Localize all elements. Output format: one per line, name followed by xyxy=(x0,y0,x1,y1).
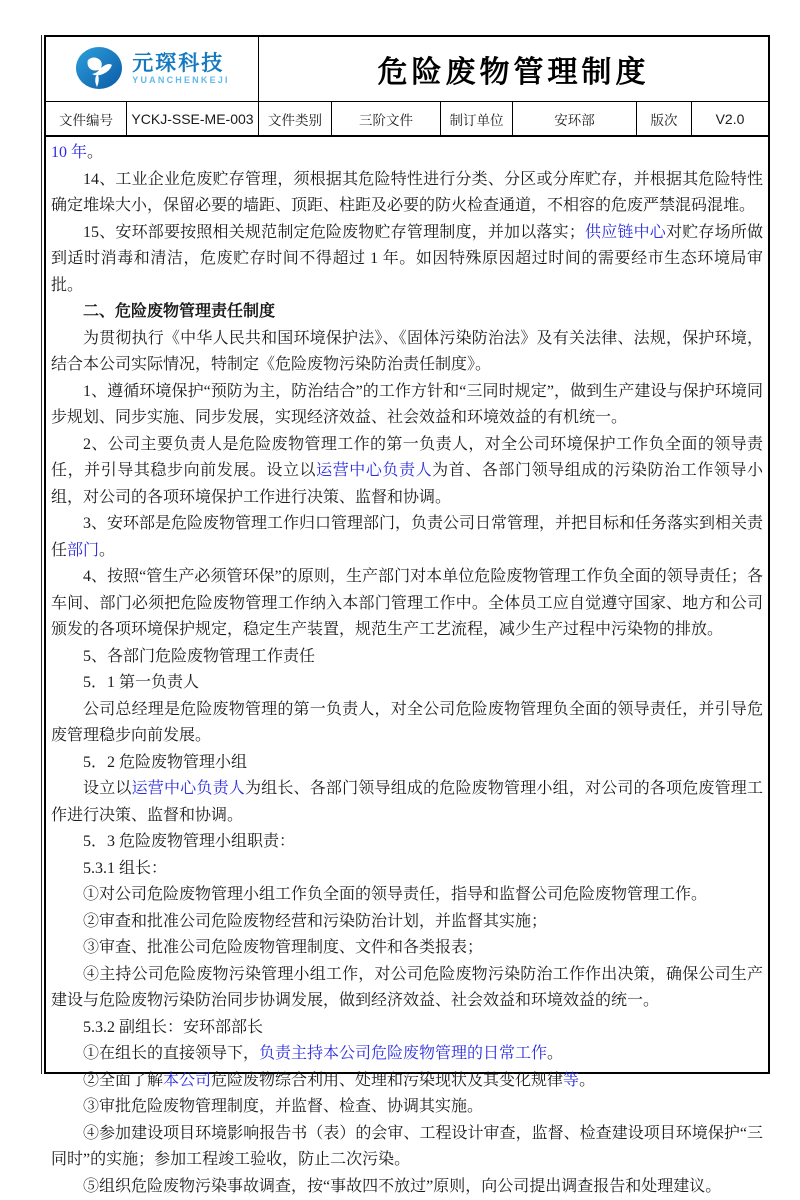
paragraph xyxy=(51,962,763,1015)
body-text: 为首、各部门领导组成的污染防治工作领导小组，对公司的各项环境保护工作进行决策、监督和协调。 xyxy=(51,462,763,506)
body-text: 5．2 危险废物管理小组 xyxy=(83,754,247,771)
logo-brand-en: YUANCHENKEJI xyxy=(132,76,229,85)
paragraph xyxy=(51,882,763,909)
company-logo xyxy=(46,37,259,101)
body-text: 二、危险废物管理责任制度 xyxy=(83,303,275,320)
paragraph xyxy=(51,1094,763,1121)
logo-text xyxy=(132,53,229,85)
body-text: ⑤组织危险废物污染事故调查，按“事故四不放过”原则，向公司提出调查报告和处理建议。 xyxy=(83,1178,721,1195)
paragraph xyxy=(51,167,763,220)
body-text: 15、安环部要按照相关规范制定危险废物贮存管理制度，并加以落实； xyxy=(83,224,585,241)
highlighted-text: 本公司 xyxy=(163,1072,211,1089)
body-text: 5．3 危险废物管理小组职责： xyxy=(83,833,295,850)
paragraph xyxy=(51,935,763,962)
body-text: ①在组长的直接领导下， xyxy=(83,1045,259,1062)
body-text: 2、公司主要负责人是危险废物管理工作的第一负责人，对全公司环境保护工作负全面的领导责任，并引导其稳步向前发展。设立以 xyxy=(51,436,763,480)
highlighted-text: 负责主持本公司危险废物管理的日常工作 xyxy=(259,1045,547,1062)
highlighted-text: 运营中心负责人 xyxy=(316,462,432,479)
header-row xyxy=(46,37,768,101)
meta-row xyxy=(46,101,768,135)
paragraph xyxy=(51,140,763,167)
highlighted-text: 10 年 xyxy=(51,144,87,161)
meta-value-version: V2.0 xyxy=(691,102,768,135)
paragraph xyxy=(51,644,763,671)
body-text: 对贮存场所做到适时消毒和清洁，危废贮存时间不得超过 1 年。如因特殊原因超过时间的需要经市生态环境局审批。 xyxy=(51,224,763,294)
paragraph xyxy=(51,1015,763,1042)
body-text: 设立以 xyxy=(83,780,132,797)
body-text: ④主持公司危险废物污染管理小组工作，对公司危险废物污染防治工作作出决策，确保公司生产建设与危险废物污染防治同步协调发展，做到经济效益、社会效益和环境效益的统一。 xyxy=(51,966,763,1010)
body-text: ①对公司危险废物管理小组工作负全面的领导责任，指导和监督公司危险废物管理工作。 xyxy=(83,886,707,903)
paragraph xyxy=(51,220,763,300)
paragraph xyxy=(51,432,763,512)
paragraph xyxy=(51,750,763,777)
body-text: 公司总经理是危险废物管理的第一负责人，对全公司危险废物管理负全面的领导责任，并引导危废管理稳步向前发展。 xyxy=(51,701,763,745)
meta-value-issuing-dept: 安环部 xyxy=(512,102,636,135)
body-text: 5．1 第一负责人 xyxy=(83,674,199,691)
paragraph xyxy=(51,856,763,883)
paragraph xyxy=(51,697,763,750)
logo-brand-cn: 元琛科技 xyxy=(132,53,229,74)
paragraph xyxy=(51,1121,763,1174)
body-text: 危险废物综合利用、处理和污染现状及其变化规律 xyxy=(211,1072,563,1089)
body-text: ②审查和批准公司危险废物经营和污染防治计划，并监督其实施； xyxy=(83,913,547,930)
paragraph xyxy=(51,511,763,564)
highlighted-text: 部门 xyxy=(67,542,99,559)
body-text: 14、工业企业危废贮存管理，须根据其危险特性进行分类、分区或分库贮存，并根据其危险特性确定堆垛大小，保留必要的墙距、顶距、柱距及必要的防火检查通道，不相容的危废严禁混码混堆。 xyxy=(51,171,763,215)
body-text: 3、安环部是危险废物管理工作归口管理部门，负责公司日常管理，并把目标和任务落实到相关责任 xyxy=(51,515,763,559)
body-text: 为贯彻执行《中华人民共和国环境保护法》、《固体污染防治法》及有关法律、法规，保护环境，结合本公司实际情况，特制定《危险废物污染防治责任制度》。 xyxy=(51,330,763,374)
highlighted-text: 运营中心负责人 xyxy=(132,780,245,797)
document-body xyxy=(46,135,768,1071)
body-text: 1、遵循环境保护“预防为主，防治结合”的工作方针和“三同时规定”，做到生产建设与保护环境同步规划、同步实施、同步发展，实现经济效益、社会效益和环境效益的有机统一。 xyxy=(51,383,763,427)
paragraph xyxy=(51,829,763,856)
paragraph xyxy=(51,564,763,644)
highlighted-text: 等 xyxy=(563,1072,579,1089)
body-text: 。 xyxy=(87,144,103,161)
meta-value-doc-number: YCKJ-SSE-ME-003 xyxy=(126,102,258,135)
body-text: ②全面了解 xyxy=(83,1072,163,1089)
body-text: 5.3.2 副组长：安环部部长 xyxy=(83,1019,263,1036)
document-frame xyxy=(44,35,770,1074)
body-text: 5.3.1 组长： xyxy=(83,860,167,877)
paragraph xyxy=(51,326,763,379)
body-text: ③审批危险废物管理制度，并监督、检查、协调其实施。 xyxy=(83,1098,483,1115)
paragraph xyxy=(51,909,763,936)
paragraph xyxy=(51,299,763,326)
body-text: 5、各部门危险废物管理工作责任 xyxy=(83,648,315,665)
body-text: ④参加建设项目环境影响报告书（表）的会审、工程设计审查，监督、检查建设项目环境保护“三同时”的实施；参加工程竣工验收，防止二次污染。 xyxy=(51,1125,763,1169)
paragraph xyxy=(51,379,763,432)
meta-value-doc-category: 三阶文件 xyxy=(331,102,440,135)
meta-label-doc-category: 文件类别 xyxy=(258,102,331,135)
paragraph xyxy=(51,1041,763,1068)
meta-label-doc-number: 文件编号 xyxy=(46,102,126,135)
body-text: 4、按照“管生产必须管环保”的原则，生产部门对本单位危险废物管理工作负全面的领导责任；各车间、部门必须把危险废物管理工作纳入本部门管理工作中。全体员工应自觉遵守国家、地方和公司颁发的各项环境保护规定，稳定生产装置，规范生产工艺流程，减少生产过程中污染物的排放。 xyxy=(51,568,763,638)
meta-label-issuing-dept: 制订单位 xyxy=(440,102,512,135)
highlighted-text: 供应链中心 xyxy=(585,224,666,241)
body-text: 。 xyxy=(99,542,115,559)
body-text: ③审查、批准公司危险废物管理制度、文件和各类报表； xyxy=(83,939,483,956)
paragraph xyxy=(51,1174,763,1200)
body-text: 。 xyxy=(547,1045,563,1062)
body-text: 。 xyxy=(579,1072,595,1089)
paragraph xyxy=(51,670,763,697)
paragraph xyxy=(51,776,763,829)
document-title: 危险废物管理制度 xyxy=(259,37,768,101)
meta-label-version: 版次 xyxy=(636,102,691,135)
paragraph xyxy=(51,1068,763,1095)
company-logo-icon xyxy=(74,44,124,94)
body-text: 为组长、各部门领导组成的危险废物管理小组，对公司的各项危废管理工作进行决策、监督和协调。 xyxy=(51,780,763,824)
